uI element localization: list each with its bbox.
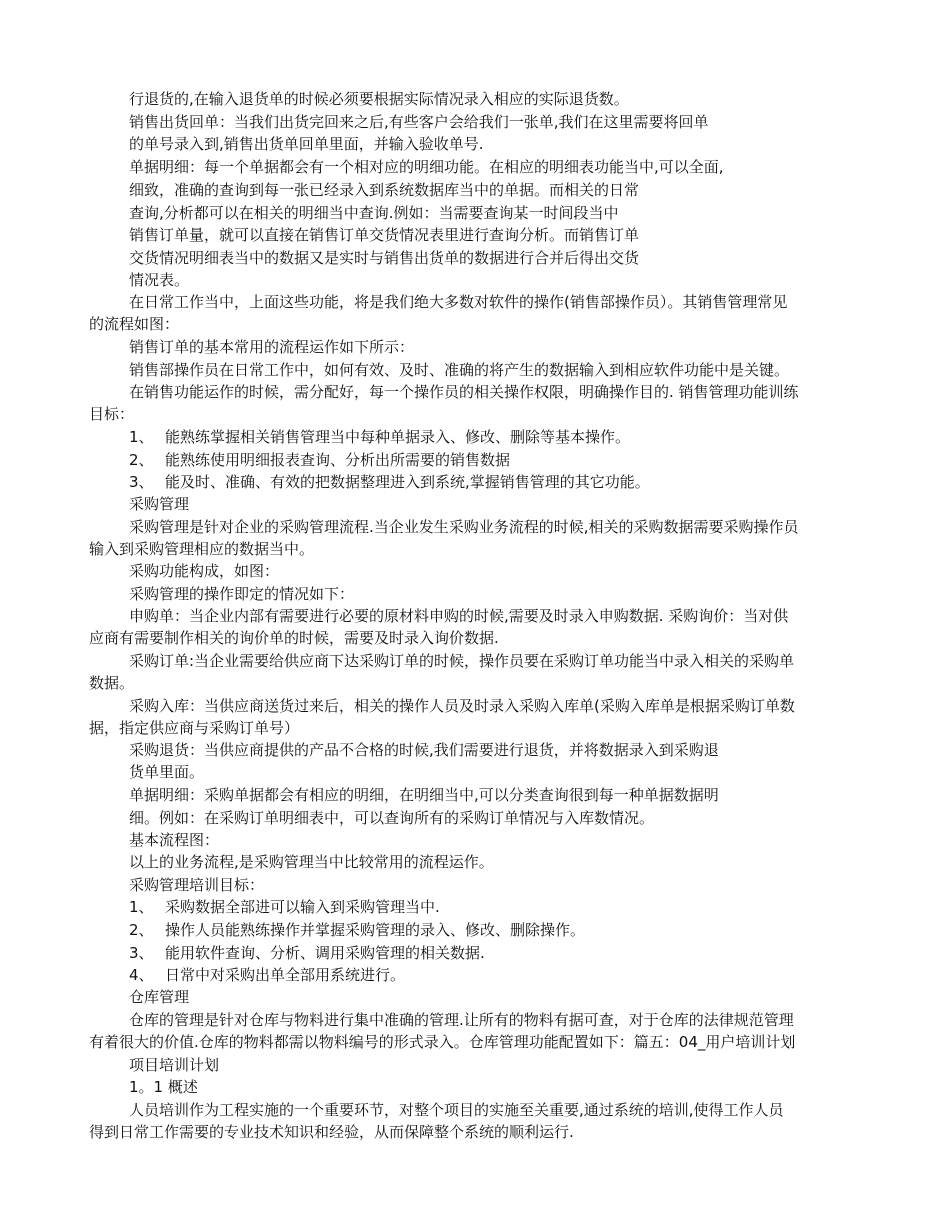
text-line: 输入到采购管理相应的数据当中。 bbox=[89, 540, 315, 558]
text-line: 货单里面。 bbox=[129, 763, 205, 781]
list-number: 2、 bbox=[129, 451, 154, 469]
text-line: 细。例如：在采购订单明细表中，可以查询所有的采购订单情况与入库数情况。 bbox=[129, 809, 655, 827]
text-line: 仓库的管理是针对仓库与物料进行集中准确的管理.让所有的物料有据可查，对于仓库的法律规范管理 bbox=[129, 1011, 794, 1029]
section-heading: 仓库管理 bbox=[129, 988, 190, 1006]
text-line: 采购订单:当企业需要给供应商下达采购订单的时候，操作员要在采购订单功能当中录入相关的采购单 bbox=[129, 652, 795, 670]
text-line: 基本流程图： bbox=[129, 831, 220, 849]
list-item bbox=[129, 897, 440, 917]
text-line: 销售订单的基本常用的流程运作如下所示： bbox=[129, 338, 415, 356]
text-line: 应商有需要制作相关的询价单的时候，需要及时录入询价数据. bbox=[89, 629, 499, 647]
list-item-text: 能及时、准确、有效的把数据整理进入到系统,掌握销售管理的其它功能。 bbox=[165, 473, 650, 491]
text-line: 项目培训计划 bbox=[129, 1056, 220, 1074]
list-number: 4、 bbox=[129, 966, 154, 984]
list-number: 3、 bbox=[129, 473, 154, 491]
text-line: 据，指定供应商与采购订单号） bbox=[89, 719, 300, 737]
text-line: 情况表。 bbox=[129, 271, 190, 289]
list-item-text: 日常中对采购出单全部用系统进行。 bbox=[165, 966, 406, 984]
text-line: 销售部操作员在日常工作中，如何有效、及时、准确的将产生的数据输入到相应软件功能中是关键。 bbox=[129, 361, 790, 379]
text-line: 申购单：当企业内部有需要进行必要的原材料申购的时候,需要及时录入申购数据. 采购询价：当对供 bbox=[129, 607, 789, 625]
text-line: 行退货的,在输入退货单的时候必须要根据实际情况录入相应的实际退货数。 bbox=[129, 90, 629, 108]
list-number: 3、 bbox=[129, 944, 154, 962]
list-item-text: 采购数据全部进可以输入到采购管理当中. bbox=[165, 898, 440, 916]
text-line: 的流程如图： bbox=[89, 315, 180, 333]
text-line: 单据明细：采购单据都会有相应的明细，在明细当中,可以分类查询很到每一种单据数据明 bbox=[129, 786, 719, 804]
text-line: 的单号录入到,销售出货单回单里面，并输入验收单号. bbox=[129, 135, 484, 153]
text-line: 采购管理的操作即定的情况如下： bbox=[129, 585, 355, 603]
list-item-text: 能用软件查询、分析、调用采购管理的相关数据. bbox=[165, 944, 485, 962]
text-line: 采购功能构成，如图： bbox=[129, 562, 280, 580]
text-line: 数据。 bbox=[89, 674, 135, 692]
text-line: 采购入库：当供应商送货过来后，相关的操作人员及时录入采购入库单(采购入库单是根据采购订单数 bbox=[129, 697, 795, 715]
text-line: 有着很大的价值.仓库的物料都需以物料编号的形式录入。仓库管理功能配置如下：篇五：04_用户培训计划 bbox=[89, 1033, 796, 1051]
list-number: 1、 bbox=[129, 428, 154, 446]
section-heading: 采购管理 bbox=[129, 495, 190, 513]
text-line: 采购管理培训目标： bbox=[129, 876, 265, 894]
list-item bbox=[129, 472, 650, 492]
text-line: 销售出货回单：当我们出货完回来之后,有些客户会给我们一张单,我们在这里需要将回单 bbox=[129, 113, 709, 131]
text-line: 在日常工作当中，上面这些功能，将是我们绝大多数对软件的操作(销售部操作员）。其销售管理常见 bbox=[129, 293, 788, 311]
list-item-text: 操作人员能熟练操作并掌握采购管理的录入、修改、删除操作。 bbox=[165, 921, 586, 939]
list-item bbox=[129, 920, 585, 940]
list-number: 1、 bbox=[129, 898, 154, 916]
text-line: 采购退货：当供应商提供的产品不合格的时候,我们需要进行退货，并将数据录入到采购退 bbox=[129, 741, 719, 759]
text-line: 人员培训作为工程实施的一个重要环节，对整个项目的实施至关重要,通过系统的培训,使得工作人员 bbox=[129, 1101, 784, 1119]
text-line: 1。1 概述 bbox=[129, 1078, 198, 1096]
text-line: 查询,分析都可以在相关的明细当中查询.例如：当需要查询某一时间段当中 bbox=[129, 204, 619, 222]
list-item-text: 能熟练使用明细报表查询、分析出所需要的销售数据 bbox=[165, 451, 511, 469]
text-line: 细致，准确的查询到每一张已经录入到系统数据库当中的单据。而相关的日常 bbox=[129, 181, 640, 199]
text-line: 交货情况明细表当中的数据又是实时与销售出货单的数据进行合并后得出交货 bbox=[129, 249, 640, 267]
text-line: 目标： bbox=[89, 405, 135, 423]
text-line: 采购管理是针对企业的采购管理流程.当企业发生采购业务流程的时候,相关的采购数据需要采购操作员 bbox=[129, 518, 799, 536]
list-item-text: 能熟练掌握相关销售管理当中每种单据录入、修改、删除等基本操作。 bbox=[165, 428, 631, 446]
text-line: 在销售功能运作的时候，需分配好，每一个操作员的相关操作权限，明确操作目的. 销售管理功能训练 bbox=[129, 383, 799, 401]
text-line: 单据明细：每一个单据都会有一个相对应的明细功能。在相应的明细表功能当中,可以全面, bbox=[129, 158, 724, 176]
text-line: 以上的业务流程,是采购管理当中比较常用的流程运作。 bbox=[129, 853, 494, 871]
text-line: 得到日常工作需要的专业技术知识和经验，从而保障整个系统的顺利运行. bbox=[89, 1123, 574, 1141]
list-number: 2、 bbox=[129, 921, 154, 939]
list-item bbox=[129, 427, 630, 447]
list-item bbox=[129, 965, 405, 985]
list-item bbox=[129, 943, 485, 963]
text-line: 销售订单量，就可以直接在销售订单交货情况表里进行查询分析。而销售订单 bbox=[129, 226, 640, 244]
list-item bbox=[129, 450, 510, 470]
